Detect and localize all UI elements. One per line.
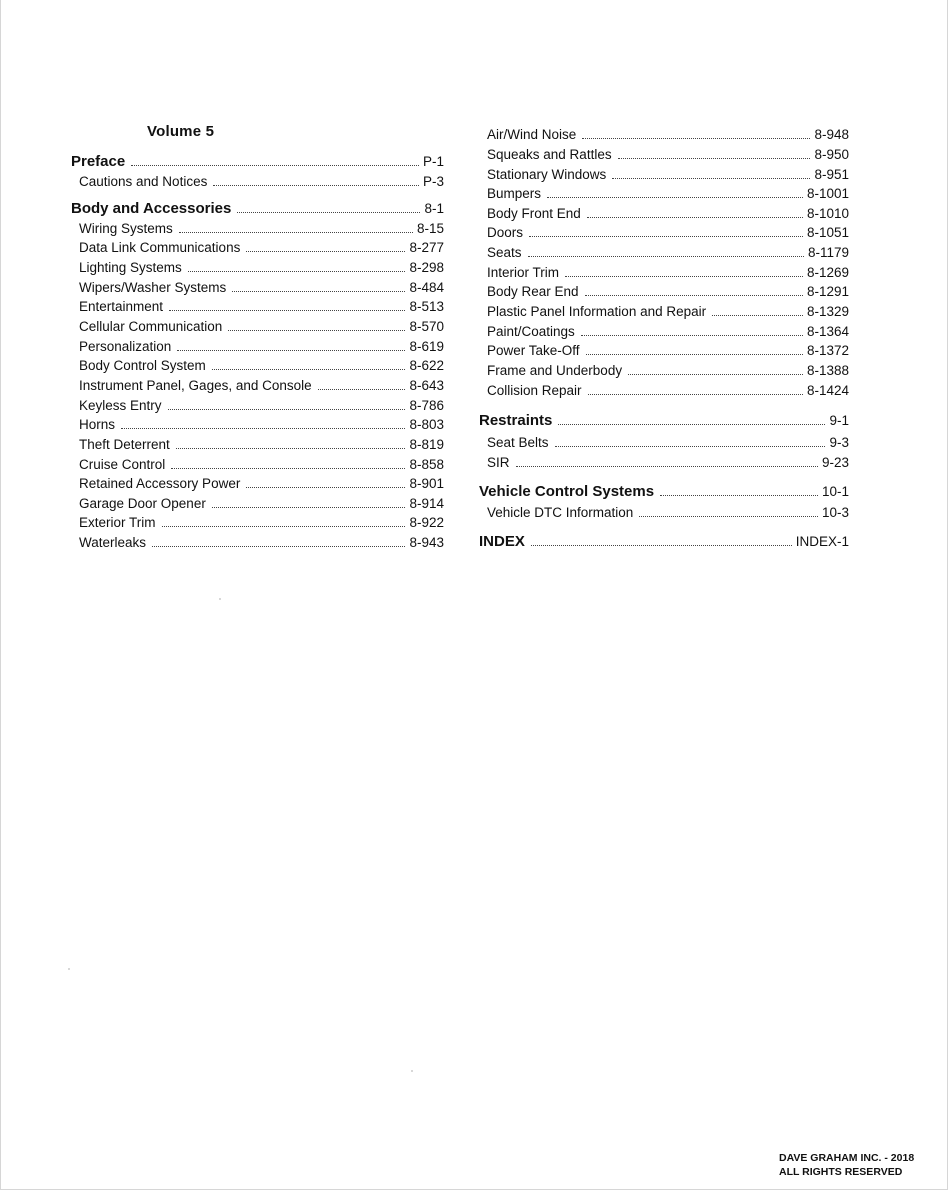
dot-leader [318,388,406,390]
toc-entry-page-number: 8-943 [409,535,444,550]
toc-entry-page-number: 9-23 [821,455,849,470]
dot-leader [712,314,803,316]
toc-entry-page-number: P-3 [422,174,444,189]
toc-entry-title: Data Link Communications [79,240,241,255]
dot-leader [162,525,406,527]
toc-entry [479,379,849,399]
toc-entry [71,492,444,512]
toc-entry-page-number: 8-950 [814,147,849,162]
toc-entry-page-number: 8-277 [409,240,444,255]
toc-entry-page-number: 8-858 [409,457,444,472]
dot-leader [212,368,406,370]
dot-leader [558,423,825,425]
toc-entry [71,472,444,492]
toc-entry [71,354,444,374]
toc-entry [71,295,444,315]
dot-leader [121,427,405,429]
toc-entry-page-number: 10-1 [821,484,849,499]
toc-entry [479,480,849,500]
dot-leader [168,408,406,410]
dot-leader [639,515,818,517]
toc-entry-title: Seat Belts [487,435,549,450]
toc-entry [71,433,444,453]
dot-leader [232,290,405,292]
toc-entry [71,256,444,276]
dot-leader [246,486,405,488]
toc-entry-page-number: 8-1424 [806,383,849,398]
toc-entry-title: Vehicle DTC Information [487,505,634,520]
toc-entry-page-number: 8-513 [409,299,444,314]
toc-entry-page-number: 8-948 [814,127,849,142]
toc-entry-page-number: 8-819 [409,437,444,452]
toc-entry-page-number: 8-1364 [806,324,849,339]
toc-entry-title: Exterior Trim [79,515,156,530]
toc-entry-page-number: 8-15 [416,221,444,236]
toc-entry [479,501,849,521]
scan-speck [219,598,221,600]
toc-entry-title: Horns [79,417,116,432]
toc-entry-title: Wipers/Washer Systems [79,280,227,295]
dot-leader [587,216,803,218]
dot-leader [152,545,405,547]
toc-entry-page-number: 8-1 [424,201,444,216]
dot-leader [228,329,405,331]
dot-leader [213,184,419,186]
dot-leader [531,544,792,546]
toc-entry [479,409,849,429]
toc-entry [479,202,849,222]
toc-entry [71,453,444,473]
toc-entry-title: Body Front End [487,206,581,221]
toc-entry [479,143,849,163]
dot-leader [586,353,803,355]
toc-entry-title: Instrument Panel, Gages, and Console [79,378,312,393]
toc-entry-page-number: 8-622 [409,358,444,373]
dot-leader [246,250,405,252]
toc-entry-page-number: 8-1329 [806,304,849,319]
toc-entry-page-number: 8-951 [814,167,849,182]
dot-leader [585,294,803,296]
toc-entry-page-number: 8-619 [409,339,444,354]
toc-entry [479,221,849,241]
footer-line-2: ALL RIGHTS RESERVED [779,1166,903,1178]
toc-entry-title: Squeaks and Rattles [487,147,612,162]
toc-entry-title: Body and Accessories [71,200,232,217]
toc-entry-title: Bumpers [487,186,542,201]
toc-entry-title: Cellular Communication [79,319,223,334]
dot-leader [588,393,803,395]
toc-entry [71,150,444,170]
dot-leader [171,467,405,469]
toc-entry-title: Plastic Panel Information and Repair [487,304,707,319]
scan-speck [68,968,70,970]
toc-entry [71,413,444,433]
dot-leader [660,494,818,496]
toc-entry-title: Collision Repair [487,383,582,398]
toc-entry-title: Interior Trim [487,265,560,280]
toc-entry-page-number: 8-922 [409,515,444,530]
dot-leader [612,177,810,179]
toc-entry-title: Theft Deterrent [79,437,170,452]
toc-entry-title: Lighting Systems [79,260,182,275]
toc-entry-page-number: 9-3 [829,435,849,450]
dot-leader [237,211,420,213]
toc-entry-page-number: 8-1269 [806,265,849,280]
dot-leader [565,275,803,277]
toc-entry [71,374,444,394]
dot-leader [176,447,406,449]
dot-leader [169,309,405,311]
toc-entry-title: Preface [71,153,126,170]
toc-entry [479,123,849,143]
dot-leader [188,270,406,272]
toc-entry [479,320,849,340]
toc-entry-title: Body Rear End [487,284,579,299]
volume-title: Volume 5 [147,123,215,140]
toc-entry-title: Frame and Underbody [487,363,623,378]
toc-entry [71,236,444,256]
toc-entry-title: Retained Accessory Power [79,476,241,491]
toc-entry [479,280,849,300]
toc-entry-title: Cautions and Notices [79,174,208,189]
toc-entry-page-number: 8-1051 [806,225,849,240]
toc-entry-page-number: 8-1001 [806,186,849,201]
dot-leader [555,445,826,447]
toc-entry-page-number: 8-901 [409,476,444,491]
toc-entry [479,530,849,550]
toc-entry-page-number: P-1 [422,154,444,169]
toc-entry [479,300,849,320]
toc-entry-page-number: 8-1388 [806,363,849,378]
toc-entry [479,241,849,261]
dot-leader [179,231,413,233]
toc-entry-page-number: INDEX-1 [795,534,849,549]
toc-entry-title: Keyless Entry [79,398,162,413]
toc-entry-page-number: 8-298 [409,260,444,275]
dot-leader [131,164,419,166]
toc-entry-title: Seats [487,245,522,260]
toc-entry-title: Waterleaks [79,535,147,550]
toc-entry [479,359,849,379]
toc-entry-page-number: 8-484 [409,280,444,295]
toc-entry-page-number: 8-1291 [806,284,849,299]
toc-entry-page-number: 8-803 [409,417,444,432]
scan-speck [411,1070,413,1072]
toc-entry [479,431,849,451]
toc-entry [479,339,849,359]
dot-leader [528,255,804,257]
footer-line-1: DAVE GRAHAM INC. - 2018 [779,1152,915,1164]
toc-entry [71,217,444,237]
toc-entry-page-number: 10-3 [821,505,849,520]
toc-entry-title: Cruise Control [79,457,166,472]
toc-entry-page-number: 8-1179 [807,245,849,260]
dot-leader [547,196,803,198]
dot-leader [516,465,818,467]
toc-entry-page-number: 8-643 [409,378,444,393]
toc-entry [71,197,444,217]
toc-entry [479,261,849,281]
toc-entry-title: Stationary Windows [487,167,607,182]
dot-leader [628,373,803,375]
toc-entry-title: Power Take-Off [487,343,580,358]
toc-entry [71,315,444,335]
toc-entry [479,182,849,202]
dot-leader [618,157,811,159]
toc-entry [71,170,444,190]
dot-leader [177,349,405,351]
toc-entry [71,276,444,296]
toc-entry-page-number: 9-1 [829,413,849,428]
dot-leader [212,506,406,508]
toc-entry-title: Vehicle Control Systems [479,483,655,500]
toc-entry-page-number: 8-1372 [806,343,849,358]
dot-leader [582,137,810,139]
toc-entry-page-number: 8-1010 [806,206,849,221]
toc-entry-title: Wiring Systems [79,221,173,236]
toc-entry [71,335,444,355]
toc-entry-page-number: 8-914 [409,496,444,511]
toc-entry [71,531,444,551]
toc-entry-title: Body Control System [79,358,206,373]
toc-entry-title: INDEX [479,533,525,550]
toc-entry-page-number: 8-570 [409,319,444,334]
toc-entry [479,163,849,183]
toc-entry-title: SIR [487,455,510,470]
toc-entry [479,451,849,471]
toc-entry-title: Restraints [479,412,553,429]
dot-leader [581,334,803,336]
toc-entry-title: Doors [487,225,524,240]
toc-entry-title: Air/Wind Noise [487,127,577,142]
toc-entry-page-number: 8-786 [409,398,444,413]
toc-entry-title: Paint/Coatings [487,324,575,339]
toc-entry-title: Personalization [79,339,172,354]
copyright-footer [779,1151,914,1179]
toc-entry [71,511,444,531]
toc-entry [71,394,444,414]
toc-entry-title: Entertainment [79,299,164,314]
toc-entry-title: Garage Door Opener [79,496,206,511]
dot-leader [529,235,803,237]
